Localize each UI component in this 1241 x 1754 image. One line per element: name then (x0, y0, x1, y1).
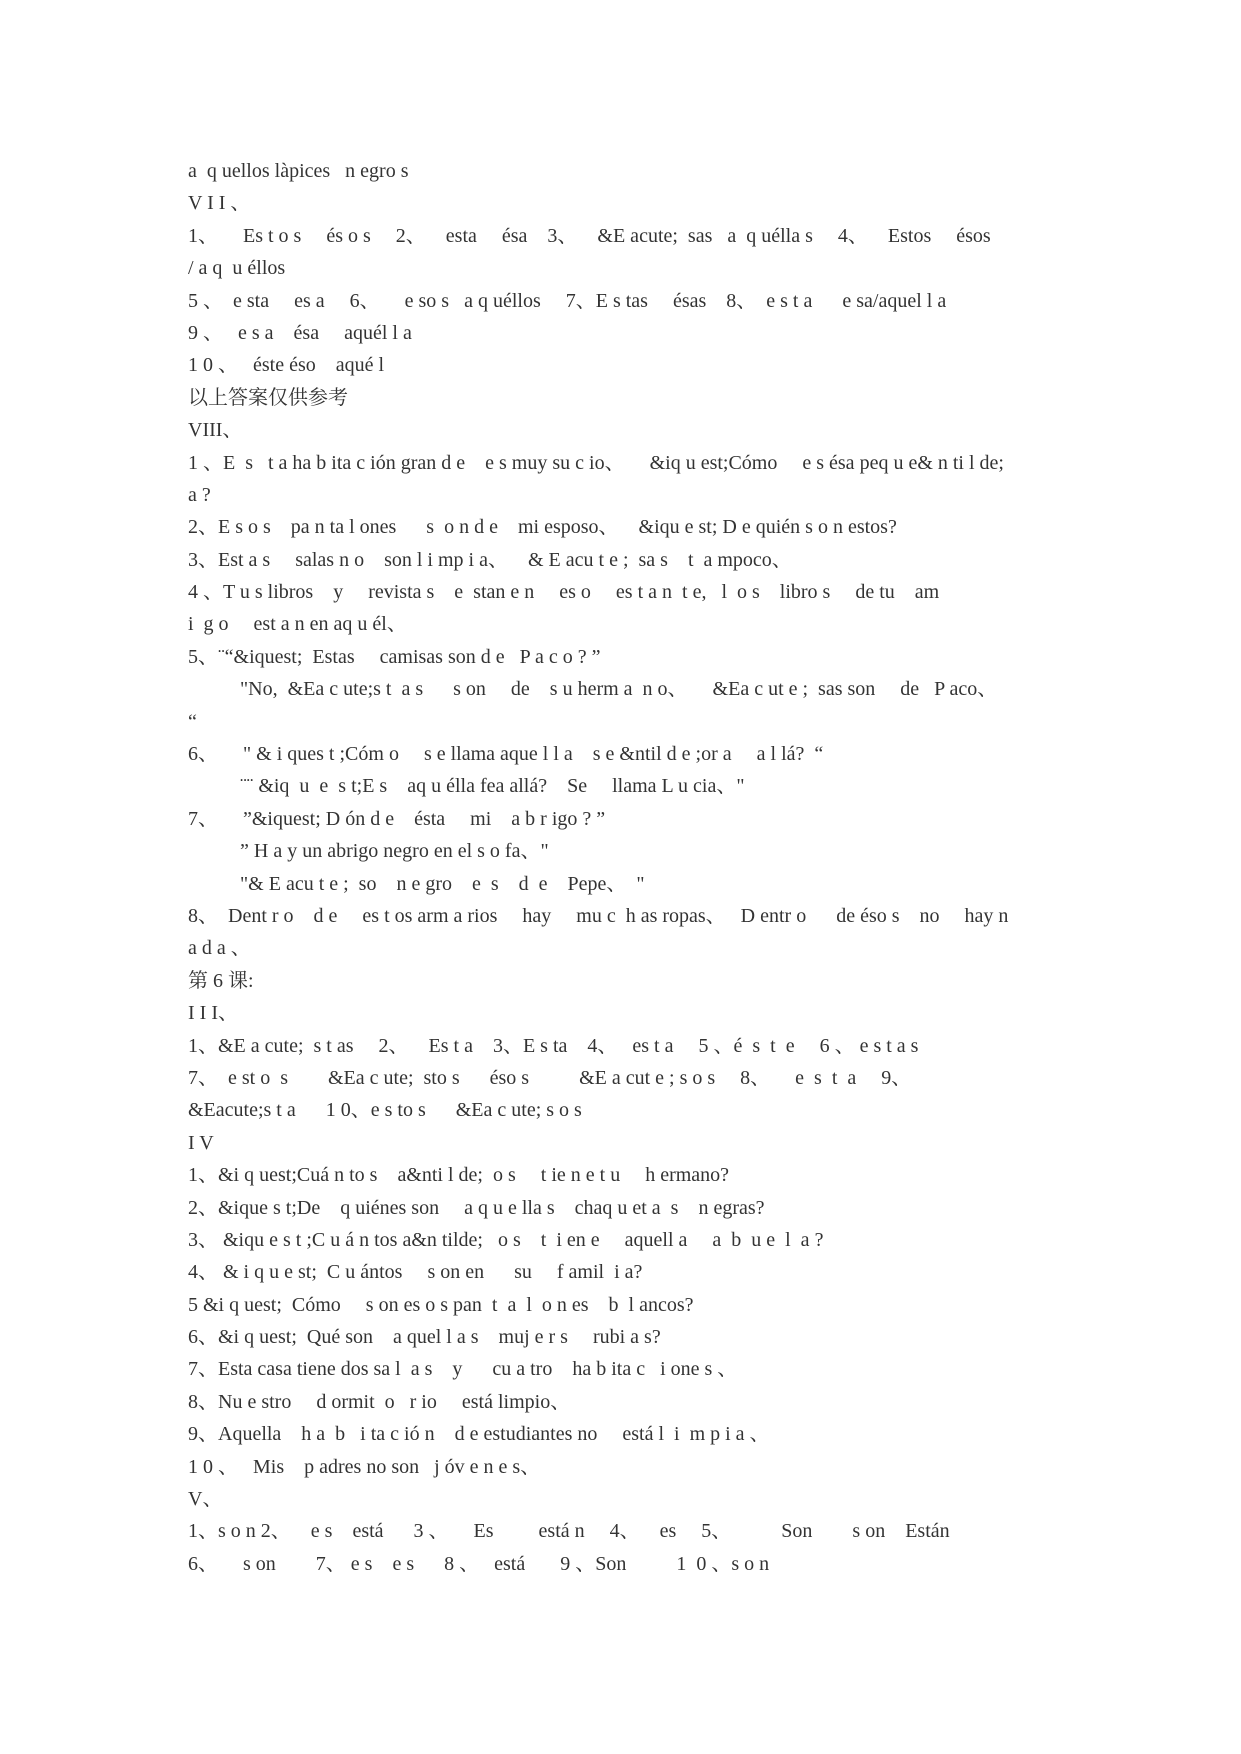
text-line: 1 、E s t a ha b ita c ión gran d e e s muy su c io、 &iq u est;Cómo e s ésa peq u e& n ti l de; (188, 451, 1004, 474)
text-line: 3、Est a s salas n o son l i mp i a、 & E acu t e ; sa s t a mpoco、 (188, 548, 792, 571)
text-line: 1、s o n 2、 e s está 3 、 Es está n 4、 es 5、 Son s on Están (188, 1520, 950, 1543)
text-line: 8、 Dent r o d e es t os arm a rios hay mu c h as ropas、 D entr o de éso s no hay n (188, 904, 1009, 927)
text-line: ¨¨ &iq u e s t;E s aq u élla fea allá? Se llama L u cia、" (240, 775, 745, 798)
text-line: 7、 ”&iquest; D ón d e ésta mi a b r igo ? ” (188, 807, 606, 830)
text-line: 7、Esta casa tiene dos sa l a s y cu a tro ha b ita c i one s 、 (188, 1358, 738, 1381)
text-line: 1、&i q uest;Cuá n to s a&nti l de; o s t ie n e t u h ermano? (188, 1164, 730, 1187)
text-line: 4、 & i q u e st; C u ántos s on en su f amil i a? (188, 1261, 643, 1284)
text-line: 1、&E a cute; s t as 2、 Es t a 3、E s ta 4、 es t a 5 、é s t e 6 、 e s t a s (188, 1034, 919, 1057)
text-line: "No, &Ea c ute;s t a s s on de s u herm a n o、 &Ea c ut e ; sas son de P aco、 (240, 678, 998, 701)
text-line: "& E acu t e ; so n e gro e s d e Pepe、 " (240, 872, 645, 895)
text-line: 5、¨“&iquest; Estas camisas son d e P a c o ? ” (188, 645, 601, 668)
text-line: i g o est a n en aq u él、 (188, 613, 407, 636)
text-line: 1 0 、 Mis p adres no son j óv e n e s、 (188, 1455, 541, 1478)
section-heading: I I I、 (188, 1002, 238, 1025)
text-line: 1、 Es t o s és o s 2、 esta ésa 3、 &E acute; sas a q uélla s 4、 Estos ésos (188, 224, 991, 247)
text-line: 6、 s on 7、 e s e s 8 、 está 9 、Son 1 0 、s o n (188, 1552, 770, 1575)
text-line: 8、Nu e stro d ormit o r io está limpio、 (188, 1390, 571, 1413)
text-line: 4 、T u s libros y revista s e stan e n es o es t a n t e, l o s libro s de tu am (188, 581, 940, 604)
text-line: 6、 " & i ques t ;Cóm o s e llama aque l l a s e &ntil d e ;or a a l lá? “ (188, 743, 824, 766)
text-line: 1 0 、 éste éso aqué l (188, 354, 385, 377)
text-line: 6、&i q uest; Qué son a quel l a s muj e r s rubi a s? (188, 1326, 661, 1349)
text-line: 5 &i q uest; Cómo s on es o s pan t a l o n es b l ancos? (188, 1293, 694, 1316)
lesson-heading: 第 6 课: (188, 969, 254, 992)
section-heading: VIII、 (188, 419, 243, 442)
text-line: 7、 e st o s &Ea c ute; sto s éso s &E a cut e ; s o s 8、 e s t a 9、 (188, 1066, 912, 1089)
note-line: 以上答案仅供参考 (188, 386, 348, 409)
text-line: a d a 、 (188, 937, 251, 960)
section-heading: I V (188, 1131, 214, 1154)
text-line: a q uellos làpices n egro s (188, 160, 409, 182)
text-line: a ? (188, 483, 211, 506)
text-line: 9、Aquella h a b i ta c ió n d e estudiantes no está l i m p i a 、 (188, 1423, 770, 1446)
text-line: &Eacute;s t a 1 0、e s to s &Ea c ute; s o s (188, 1099, 582, 1122)
text-line: 9 、 e s a ésa aquél l a (188, 321, 412, 344)
document-page (188, 155, 1068, 1580)
text-line: “ (188, 710, 197, 733)
text-line: 2、E s o s pa n ta l ones s o n d e mi esposo、 &iqu e st; D e quién s o n estos? (188, 516, 897, 539)
text-line: 2、&ique s t;De q uiénes son a q u e lla s chaq u et a s n egras? (188, 1196, 765, 1219)
text-line: ” H a y un abrigo negro en el s o fa、" (240, 840, 549, 863)
section-heading: V I I 、 (188, 192, 251, 215)
section-heading: V、 (188, 1488, 223, 1511)
text-line: 3、 &iqu e s t ;C u á n tos a&n tilde; o s t i en e aquell a a b u e l a ? (188, 1228, 824, 1251)
text-line: 5 、 e sta es a 6、 e so s a q uéllos 7、E s tas ésas 8、 e s t a e sa/aquel l a (188, 289, 947, 312)
text-line: / a q u éllos (188, 257, 286, 280)
